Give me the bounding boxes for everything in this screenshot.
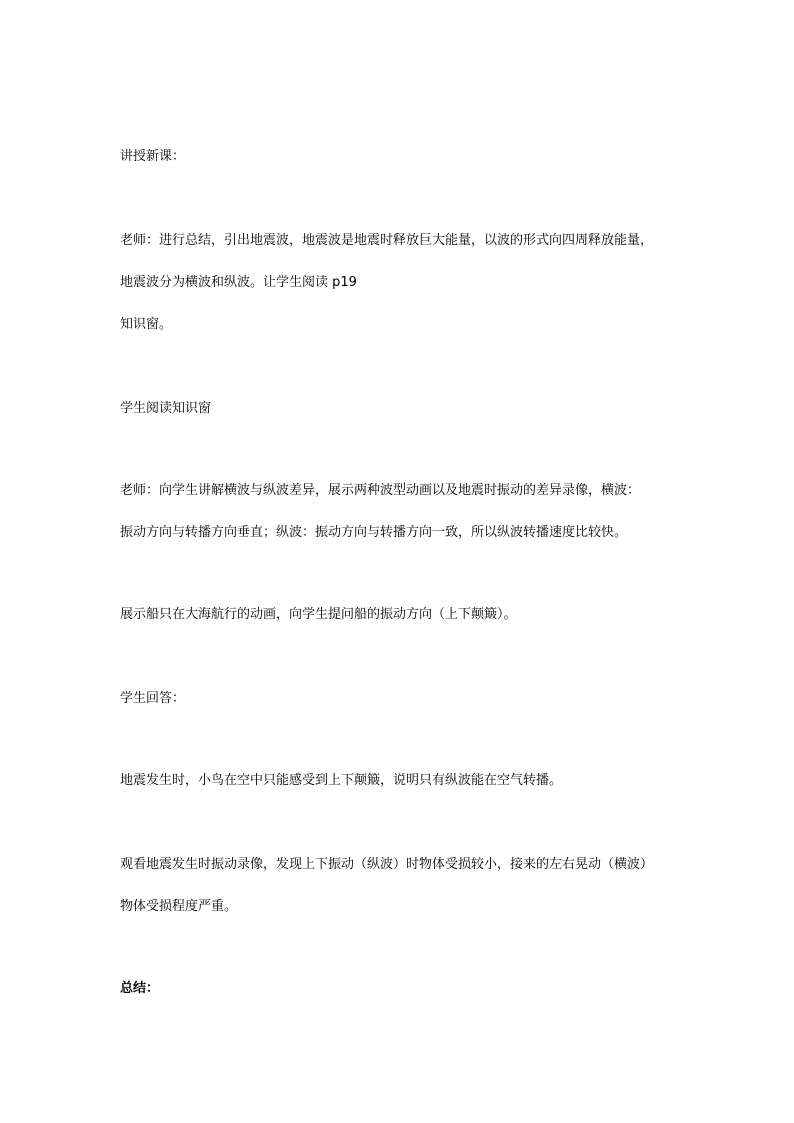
teacher-explain-line-2: 振动方向与转播方向垂直；纵波：振动方向与转播方向一致，所以纵波转播速度比较快。 (120, 525, 628, 540)
video-observation-line-1: 观看地震发生时振动录像，发现上下振动（纵波）时物体受损较小，接来的左右晃动（横波） (120, 857, 654, 872)
student-answer-paragraph: 地震发生时，小鸟在空中只能感受到上下颠簸，说明只有纵波能在空气转播。 (120, 773, 563, 788)
teacher-summary-line-2: 地震波分为横波和纵波。让学生阅读 p19 (120, 275, 357, 290)
teacher-summary-line-3: 知识窗。 (120, 317, 173, 332)
teacher-summary-line-1: 老师：进行总结，引出地震波，地震波是地震时释放巨大能量，以波的形式向四周释放能量， (120, 233, 654, 248)
teacher-explain-line-1: 老师：向学生讲解横波与纵波差异，展示两种波型动画以及地震时振动的差异录像，横波： (120, 483, 641, 498)
ship-animation-paragraph: 展示船只在大海航行的动画，向学生提问船的振动方向（上下颠簸）。 (120, 607, 517, 622)
summary-heading: 总结： (120, 981, 160, 996)
student-reading-paragraph: 学生阅读知识窗 (120, 401, 212, 416)
section-heading-new-lesson: 讲授新课： (120, 149, 186, 164)
student-answer-heading: 学生回答： (120, 691, 186, 706)
video-observation-line-2: 物体受损程度严重。 (120, 899, 238, 914)
